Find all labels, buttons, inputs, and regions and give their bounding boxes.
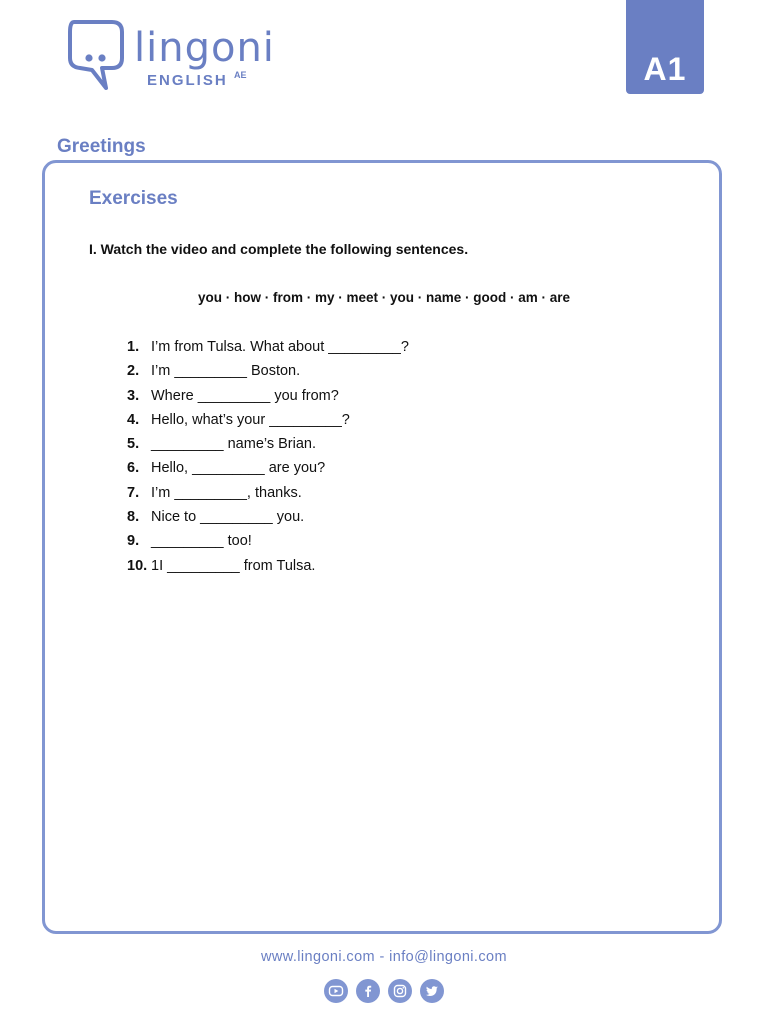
brand-logo — [66, 18, 296, 98]
brand-sup: AE — [234, 70, 247, 80]
item-number: 1. — [127, 339, 140, 355]
item-text: 1I _________ from Tulsa. — [151, 557, 316, 574]
instruction: I. Watch the video and complete the following sentences. — [89, 241, 469, 257]
facebook-icon[interactable] — [356, 979, 380, 1003]
item-text: _________ too! — [151, 533, 252, 550]
list-item — [127, 337, 647, 361]
list-item — [127, 556, 647, 580]
item-number: 10. — [127, 557, 148, 574]
sentence-list — [127, 337, 647, 580]
list-item — [127, 434, 647, 458]
youtube-icon[interactable] — [324, 979, 348, 1003]
item-number: 6. — [127, 460, 140, 477]
item-text: I’m _________ Boston. — [151, 363, 301, 380]
instagram-icon[interactable] — [388, 979, 412, 1003]
item-text: _________ name’s Brian. — [151, 436, 316, 453]
item-text: Nice to _________ you. — [151, 509, 305, 526]
list-item — [127, 386, 647, 410]
item-number: 8. — [127, 509, 140, 526]
footer-contact-link[interactable]: www.lingoni.com - info@lingoni.com — [261, 949, 507, 965]
item-text: I’m from Tulsa. What about _________? — [151, 339, 409, 355]
list-item — [127, 483, 647, 507]
list-item — [127, 361, 647, 385]
twitter-icon[interactable] — [420, 979, 444, 1003]
item-text: Where _________ you from? — [151, 387, 339, 404]
level-badge — [626, 0, 704, 94]
word-bank: you · how · from · my · meet · you · name · good · am · are — [197, 290, 571, 305]
list-item — [127, 458, 647, 482]
brand-name: lingoni — [134, 25, 275, 71]
level-label: A1 — [643, 51, 687, 87]
item-text: Hello, what’s your _________? — [151, 411, 350, 428]
item-number: 9. — [127, 533, 140, 550]
item-number: 3. — [127, 387, 140, 404]
item-number: 7. — [127, 484, 140, 501]
item-number: 2. — [127, 363, 140, 380]
card-title: Exercises — [89, 188, 178, 209]
item-text: I’m _________, thanks. — [151, 484, 302, 501]
brand-sub: ENGLISH — [147, 72, 228, 89]
item-number: 5. — [127, 436, 140, 453]
list-item — [127, 410, 647, 434]
list-item — [127, 507, 647, 531]
item-number: 4. — [127, 411, 140, 428]
section-title: Greetings — [57, 136, 146, 157]
speech-bubble-icon — [66, 18, 126, 94]
item-text: Hello, _________ are you? — [151, 460, 326, 477]
list-item — [127, 531, 647, 555]
social-links — [0, 979, 768, 1003]
